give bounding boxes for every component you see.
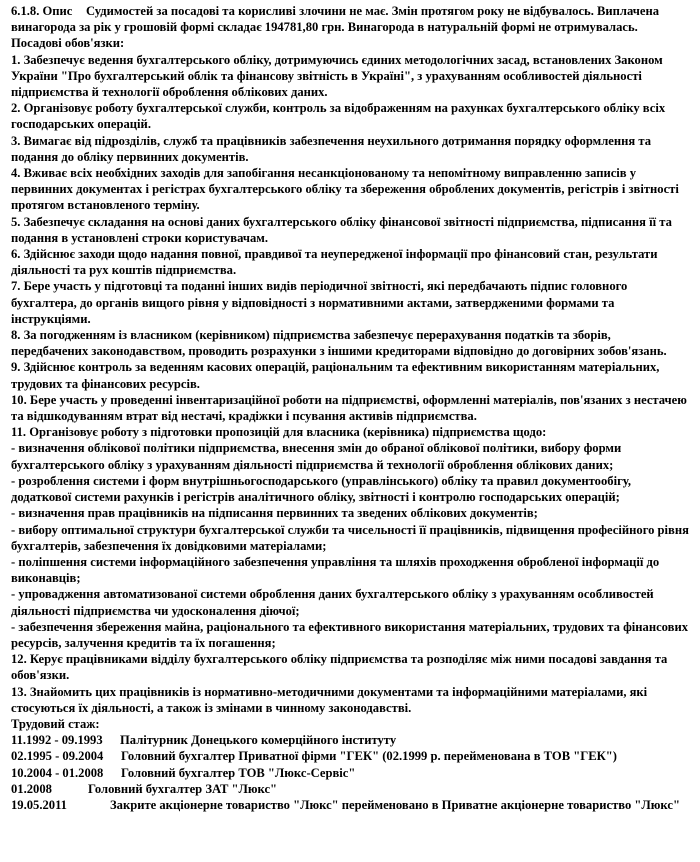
criminal-record-text: Судимостей за посадові та корисливі злочини не має. Змін протягом року не відбувалось.	[86, 4, 594, 18]
experience-period: 01.2008	[11, 781, 52, 796]
document-page	[11, 3, 691, 813]
duty-subitem: - визначення облікової політики підприємства, внесення змін до обраної облікової політики, вибору форми бухгалтерського обліку з урахуванням діяльності підприємства й технології оброблення облікових даних;	[11, 441, 622, 472]
duty-subitem: - забезпечення збереження майна, раціонального та ефективного використання матеріальних, трудових та фінансових ресурсів, залучення кредитів та їх погашення;	[11, 619, 689, 650]
remuneration-text: Виплачена винагорода за рік у грошовій формі складає 194781,80 грн. Винагорода в натуральній формі не отримувалась.	[11, 4, 660, 35]
experience-row	[11, 781, 691, 797]
experience-period: 02.1995 - 09.2004	[11, 749, 104, 764]
experience-period: 19.05.2011	[11, 797, 67, 812]
experience-row	[11, 797, 691, 813]
duty-item: 4. Вживає всіх необхідних заходів для запобігання несанкціонованому та непомітному виправленню записів у первинних документах і регістрах бухгалтерського обліку та збереження оброблених документів, регістрів і звітності протягом встановленого терміну.	[11, 166, 679, 213]
duty-subitem: - розроблення системи і форм внутрішньогосподарського (управлінського) обліку та правил документообігу, додаткової системи рахунків і регістрів аналітичного обліку, звітності і контролю господарських операцій;	[11, 473, 631, 505]
experience-position: Головний бухгалтер ТОВ "Люкс-Сервіс"	[121, 765, 356, 780]
section-header	[11, 3, 691, 35]
duty-item: 9. Здійснює контроль за веденням касових операцій, раціональним та ефективним використанням матеріальних, трудових та фінансових ресурсів.	[11, 360, 660, 391]
duty-subitem: - упровадження автоматизованої системи оброблення даних бухгалтерського обліку з урахуванням особливостей діяльності підприємства чи удосконалення діючої;	[11, 587, 654, 618]
duty-item: 1. Забезпечує ведення бухгалтерського обліку, дотримуючись єдиних методологічних засад, встановлених Законом України "Про бухгалтерський облік та фінансову звітність в Україні", з урахуванням особливостей діяльності підприємства й технології оброблення облікових даних.	[11, 52, 663, 100]
duty-item: 11. Організовує роботу з підготовки пропозицій для власника (керівника) підприємства щодо:	[11, 425, 547, 440]
experience-position: Головний бухгалтер ЗАТ "Люкс"	[88, 781, 278, 796]
duty-subitem: - вибору оптимальної структури бухгалтерської служби та чисельності її працівників, підвищення професійного рівня бухгалтерів, забезпечення їх довідковими матеріалами;	[11, 522, 689, 553]
experience-position: Палітурник Донецького комерційного інституту	[120, 733, 397, 748]
duties-title: Посадові обов'язки:	[11, 36, 125, 51]
experience-period: 10.2004 - 01.2008	[11, 765, 104, 780]
duty-item: 8. За погодженням із власником (керівником) підприємства забезпечує перерахування податків та зборів, передбачених законодавством, проводить розрахунки з іншими кредиторами відповідно до договірних зобов'язань.	[11, 328, 667, 359]
duty-item: 5. Забезпечує складання на основі даних бухгалтерського обліку фінансової звітності підприємства, підписання її та подання в установлені строки користувачам.	[11, 214, 672, 245]
duty-item: 6. Здійснює заходи щодо надання повної, правдивої та неупередженої інформації про фінансовий стан, результати діяльності та рух коштів підприємства.	[11, 247, 658, 278]
duty-subitem: - визначення прав працівників на підписання первинних та зведених облікових документів;	[11, 506, 538, 521]
experience-title: Трудовий стаж:	[11, 716, 100, 731]
duty-item: 12. Керує працівниками відділу бухгалтерського обліку підприємства та розподіляє між ними посадові завдання та обов'язки.	[11, 652, 668, 683]
experience-row	[11, 748, 691, 764]
experience-period: 11.1992 - 09.1993	[11, 733, 103, 748]
duty-item: 10. Бере участь у проведенні інвентаризаційної роботи на підприємстві, оформленні матеріалів, пов'язаних з нестачею та відшкодуванням втрат від нестачі, крадіжки і псування активів підприємства.	[11, 392, 687, 424]
experience-row	[11, 765, 691, 781]
experience-row	[11, 732, 691, 748]
duty-item: 3. Вимагає від підрозділів, служб та працівників забезпечення неухильного дотримання порядку оформлення та подання до обліку первинних документів.	[11, 133, 652, 164]
duty-item: 2. Організовує роботу бухгалтерської служби, контроль за відображенням на рахунках бухгалтерського обліку всіх господарських операцій.	[11, 101, 666, 132]
experience-position: Закрите акціонерне товариство "Люкс" перейменовано в Приватне акціонерне товариство "Люкс"	[110, 797, 680, 812]
experience-position: Головний бухгалтер Приватної фірми "ГЕК" (02.1999 р. перейменована в ТОВ "ГЕК")	[121, 749, 617, 764]
duty-item: 13. Знайомить цих працівників із нормативно-методичними документами та інформаційними матеріалами, які стосуються їх діяльності, а також із змінами в чинному законодавстві.	[11, 684, 648, 715]
section-label: 6.1.8. Опис	[11, 4, 73, 18]
duty-item: 7. Бере участь у підготовці та поданні інших видів періодичної звітності, які передбачають підпис головного бухгалтера, до органів вищого рівня у відповідності з нормативними актами, затвердженими формами та інструкціями.	[11, 279, 628, 326]
duty-subitem: - поліпшення системи інформаційного забезпечення управління та шляхів проходження обробленої інформації до виконавців;	[11, 554, 660, 586]
